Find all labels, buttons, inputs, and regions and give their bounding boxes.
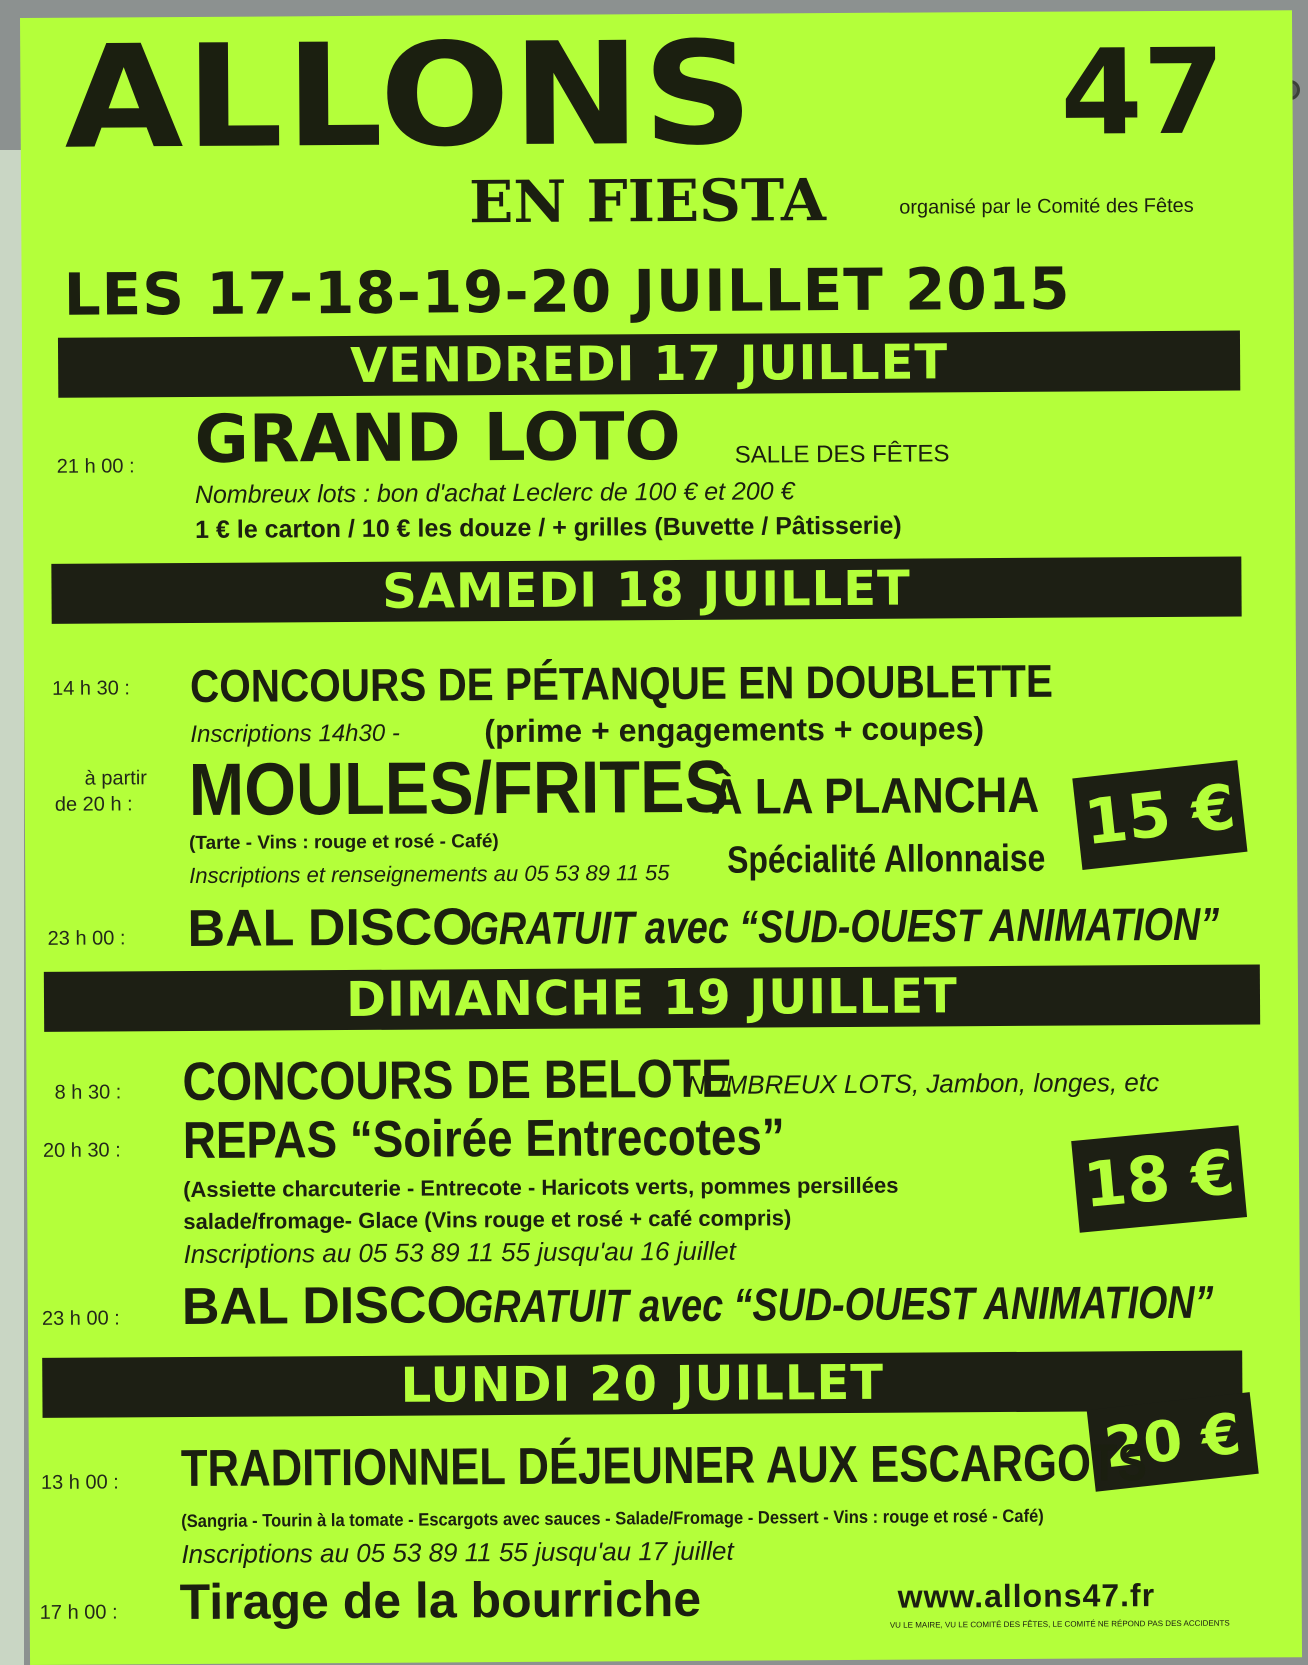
event-subtitle: À LA PLANCHA: [710, 766, 1040, 825]
day-banner-sunday: [44, 964, 1260, 1031]
wall-background: [0, 150, 24, 1665]
event-specialty: Spécialité Allonnaise: [727, 837, 1046, 882]
event-title: Tirage de la bourriche: [179, 1570, 702, 1631]
legal-disclaimer: VU LE MAIRE, VU LE COMITÉ DES FÊTES, LE COMITÉ NE RÉPOND PAS DES ACCIDENTS: [889, 1618, 1230, 1630]
day-banner-label: VENDREDI 17 JUILLET: [349, 334, 949, 394]
event-venue: SALLE DES FÊTES: [734, 440, 950, 469]
event-prizes: (prime + engagements + coupes): [484, 710, 985, 750]
event-title: CONCOURS DE BELOTE: [182, 1048, 733, 1113]
day-banner-label: LUNDI 20 JUILLET: [400, 1354, 885, 1414]
event-time: à partir: [84, 767, 147, 790]
event-menu: (Sangria - Tourin à la tomate - Escargots avec sauces - Salade/Fromage - Dessert - Vins : rouge et rosé - Café): [181, 1505, 1044, 1532]
festival-dates: LES 17-18-19-20 JUILLET 2015: [63, 254, 1071, 329]
day-banner-friday: [58, 331, 1240, 398]
event-menu: (Tarte - Vins : rouge et rosé - Café): [188, 831, 499, 854]
event-pricing: 1 € le carton / 10 € les douze / + grilles (Buvette / Pâtisserie): [195, 511, 902, 544]
day-banner-monday: [42, 1351, 1242, 1418]
event-time: 21 h 00 :: [56, 455, 135, 478]
event-poster: [20, 10, 1302, 1665]
poster-subtitle: EN FIESTA: [468, 166, 827, 237]
event-title: BAL DISCO: [181, 1276, 468, 1337]
price-badge: 15 €: [1072, 760, 1247, 870]
event-title: BAL DISCO: [187, 898, 473, 958]
event-title: MOULES/FRITES: [188, 744, 730, 831]
day-banner-label: SAMEDI 18 JUILLET: [382, 560, 911, 620]
event-time: 20 h 30 :: [42, 1139, 121, 1162]
event-title: CONCOURS DE PÉTANQUE EN DOUBLETTE: [189, 654, 1054, 712]
event-detail: GRATUIT avec “SUD-OUEST ANIMATION”: [463, 1275, 1214, 1333]
event-detail: Nombreux lots : bon d'achat Leclerc de 100 € et 200 €: [194, 477, 795, 509]
event-time: 17 h 00 :: [39, 1601, 118, 1624]
event-title: TRADITIONNEL DÉJEUNER AUX ESCARGOTS: [180, 1434, 1147, 1499]
organizer-note: organisé par le Comité des Fêtes: [899, 194, 1194, 219]
event-time: 14 h 30 :: [52, 677, 131, 700]
day-banner-saturday: [51, 557, 1241, 624]
event-title: GRAND LOTO: [194, 397, 681, 478]
event-time: de 20 h :: [54, 793, 133, 816]
event-detail: Inscriptions au 05 53 89 11 55 jusqu'au 17 juillet: [181, 1535, 734, 1570]
event-title: REPAS “Soirée Entrecotes”: [182, 1108, 785, 1171]
event-detail: NOMBREUX LOTS, Jambon, longes, etc: [686, 1067, 1160, 1100]
price-badge: 20 €: [1087, 1392, 1259, 1492]
event-menu: salade/fromage- Glace (Vins rouge et rosé + café compris): [183, 1205, 792, 1235]
price-badge: 18 €: [1071, 1125, 1247, 1232]
event-menu: (Assiette charcuterie - Entrecote - Haricots verts, pommes persillées: [183, 1172, 899, 1203]
event-detail: Inscriptions et renseignements au 05 53 89 11 55: [189, 860, 670, 888]
event-detail: Inscriptions 14h30 -: [190, 719, 400, 748]
poster-title: ALLONS: [63, 11, 756, 181]
website-link[interactable]: www.allons47.fr: [897, 1577, 1156, 1615]
event-time: 23 h 00 :: [47, 927, 126, 950]
event-time: 23 h 00 :: [41, 1307, 120, 1330]
event-detail: GRATUIT avec “SUD-OUEST ANIMATION”: [469, 897, 1220, 955]
event-detail: Inscriptions au 05 53 89 11 55 jusqu'au 16 juillet: [183, 1235, 736, 1270]
event-time: 8 h 30 :: [54, 1081, 122, 1104]
poster-title-number: 47: [1060, 22, 1226, 162]
event-time: 13 h 00 :: [40, 1471, 119, 1494]
day-banner-label: DIMANCHE 19 JUILLET: [346, 968, 958, 1029]
